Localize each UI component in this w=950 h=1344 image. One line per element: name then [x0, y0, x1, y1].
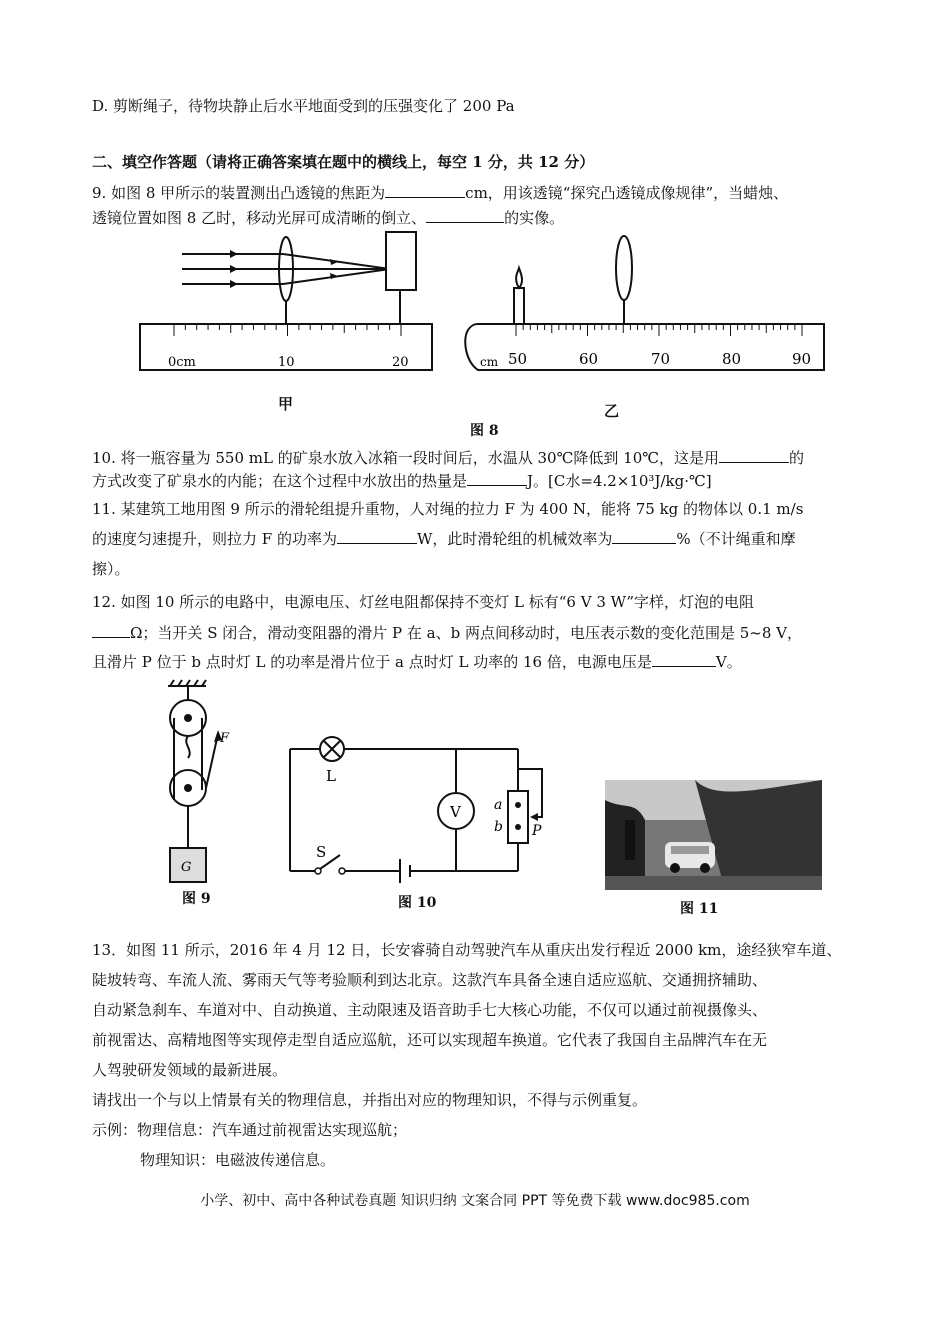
- weight-label: G: [181, 860, 192, 875]
- question-11-line-3: 擦）。: [92, 560, 130, 578]
- point-b-label: b: [494, 819, 503, 835]
- answer-blank[interactable]: [612, 529, 676, 544]
- q11-text-b: W，此时滑轮组的机械效率为: [416, 530, 613, 548]
- figure-8b-label: 乙: [604, 402, 620, 420]
- ruler-label: 70: [651, 350, 671, 368]
- ruler-label: 80: [722, 350, 742, 368]
- q12-text-c: 且滑片 P 位于 b 点时灯 L 的功率是滑片位于 a 点时灯 L 功率的 16 倍，电源电压是: [92, 653, 652, 671]
- question-13-example-2: 物理知识：电磁波传递信息。: [140, 1151, 336, 1169]
- question-11-line-1: 11. 某建筑工地用图 9 所示的滑轮组提升重物，人对绳的拉力 F 为 400 N，能将 75 kg 的物体以 0.1 m/s: [92, 500, 804, 518]
- q9-text-a: 9. 如图 8 甲所示的装置测出凸透镜的焦距为: [92, 184, 386, 202]
- question-13-example-1: 示例：物理信息：汽车通过前视雷达实现巡航；: [92, 1121, 408, 1139]
- q12-text-b: Ω；当开关 S 闭合，滑动变阻器的滑片 P 在 a、b 两点间移动时，电压表示数的变化范围是 5~8 V，: [130, 624, 802, 642]
- question-13-line-6: 请找出一个与以上情景有关的物理信息，并指出对应的物理知识，不得与示例重复。: [92, 1091, 648, 1109]
- q10-text-b: 的: [789, 449, 805, 467]
- figure-8b: [458, 232, 828, 372]
- q11-text-a: 的速度匀速提升，则拉力 F 的功率为: [92, 530, 337, 548]
- figure-10-circuit: [288, 735, 558, 885]
- q11-text-c: %（不计绳重和摩: [676, 530, 796, 548]
- question-10-line-2: [92, 471, 712, 491]
- lamp-label: L: [326, 767, 336, 785]
- answer-blank[interactable]: [92, 623, 130, 638]
- question-10-line-1: [92, 448, 804, 468]
- ruler-label: 60: [579, 350, 599, 368]
- q10-text-d: J。[C水=4.2×10³J/kg·℃]: [527, 472, 712, 490]
- question-13-line-1: 13．如图 11 所示，2016 年 4 月 12 日，长安睿骑自动驾驶汽车从重庆出发行程近 2000 km，途经狭窄车道、: [92, 941, 842, 959]
- option-d: D. 剪断绳子，待物块静止后水平地面受到的压强变化了 200 Pa: [92, 97, 515, 115]
- question-13-line-3: 自动紧急刹车、车道对中、自动换道、主动限速及语音助手七大核心功能，不仅可以通过前视摄像头、: [92, 1001, 768, 1019]
- figure-9-pulley: [160, 680, 270, 885]
- question-13-line-4: 前视雷达、高精地图等实现停走型自适应巡航，还可以实现超车换道。它代表了我国自主品牌汽车在无: [92, 1031, 768, 1049]
- section-title: 二、填空作答题（请将正确答案填在题中的横线上，每空 1 分，共 12 分）: [92, 153, 595, 171]
- q9-text-b: cm，用该透镜“探究凸透镜成像规律”，当蜡烛、: [465, 184, 789, 202]
- q9-text-c: 透镜位置如图 8 乙时，移动光屏可成清晰的倒立、: [92, 209, 427, 227]
- answer-blank[interactable]: [467, 471, 527, 486]
- switch-label: S: [316, 843, 327, 861]
- footer: 小学、初中、高中各种试卷真题 知识归纳 文案合同 PPT 等免费下载 www.doc985.com: [200, 1193, 750, 1209]
- question-13-line-2: 陡坡转弯、车流人流、雾雨天气等考验顺利到达北京。这款汽车具备全速自适应巡航、交通拥挤辅助、: [92, 971, 768, 989]
- point-a-label: a: [494, 797, 503, 813]
- question-12-line-3: [92, 652, 742, 672]
- ruler-label: 90: [792, 350, 812, 368]
- q12-text-d: V。: [715, 653, 742, 671]
- ruler-label: 20: [392, 355, 409, 370]
- figure-9-caption: 图 9: [182, 891, 211, 907]
- figure-8-caption: 图 8: [470, 423, 499, 439]
- figure-11-caption: 图 11: [680, 901, 719, 917]
- answer-blank[interactable]: [426, 208, 504, 223]
- question-12-line-1: 12. 如图 10 所示的电路中，电源电压、灯丝电阻都保持不变灯 L 标有“6 V 3 W”字样，灯泡的电阻: [92, 593, 755, 611]
- ruler-label: cm: [480, 355, 499, 369]
- voltmeter-label: V: [450, 803, 461, 821]
- ruler-label: 10: [278, 355, 295, 370]
- ruler-label: 50: [508, 350, 528, 368]
- answer-blank[interactable]: [337, 529, 417, 544]
- figure-10-caption: 图 10: [398, 895, 437, 911]
- figure-11-photo: [605, 780, 822, 890]
- question-9-line-2: [92, 208, 564, 228]
- question-11-line-2: [92, 529, 796, 549]
- slider-p-label: P: [532, 823, 542, 839]
- q9-text-d: 的实像。: [504, 209, 565, 227]
- q10-text-c: 方式改变了矿泉水的内能；在这个过程中水放出的热量是: [92, 472, 468, 490]
- answer-blank[interactable]: [652, 652, 716, 667]
- figure-8a-label: 甲: [278, 395, 294, 413]
- answer-blank[interactable]: [719, 448, 789, 463]
- question-12-line-2: [92, 623, 802, 643]
- answer-blank[interactable]: [385, 183, 465, 198]
- question-13-line-5: 人驾驶研发领域的最新进展。: [92, 1061, 288, 1079]
- question-9-line-1: [92, 183, 788, 203]
- q10-text-a: 10. 将一瓶容量为 550 mL 的矿泉水放入冰箱一段时间后，水温从 30℃降低到 10℃，这是用: [92, 449, 720, 467]
- force-label: F: [220, 731, 230, 746]
- ruler-label: 0cm: [168, 355, 196, 370]
- figure-8a: [138, 232, 438, 372]
